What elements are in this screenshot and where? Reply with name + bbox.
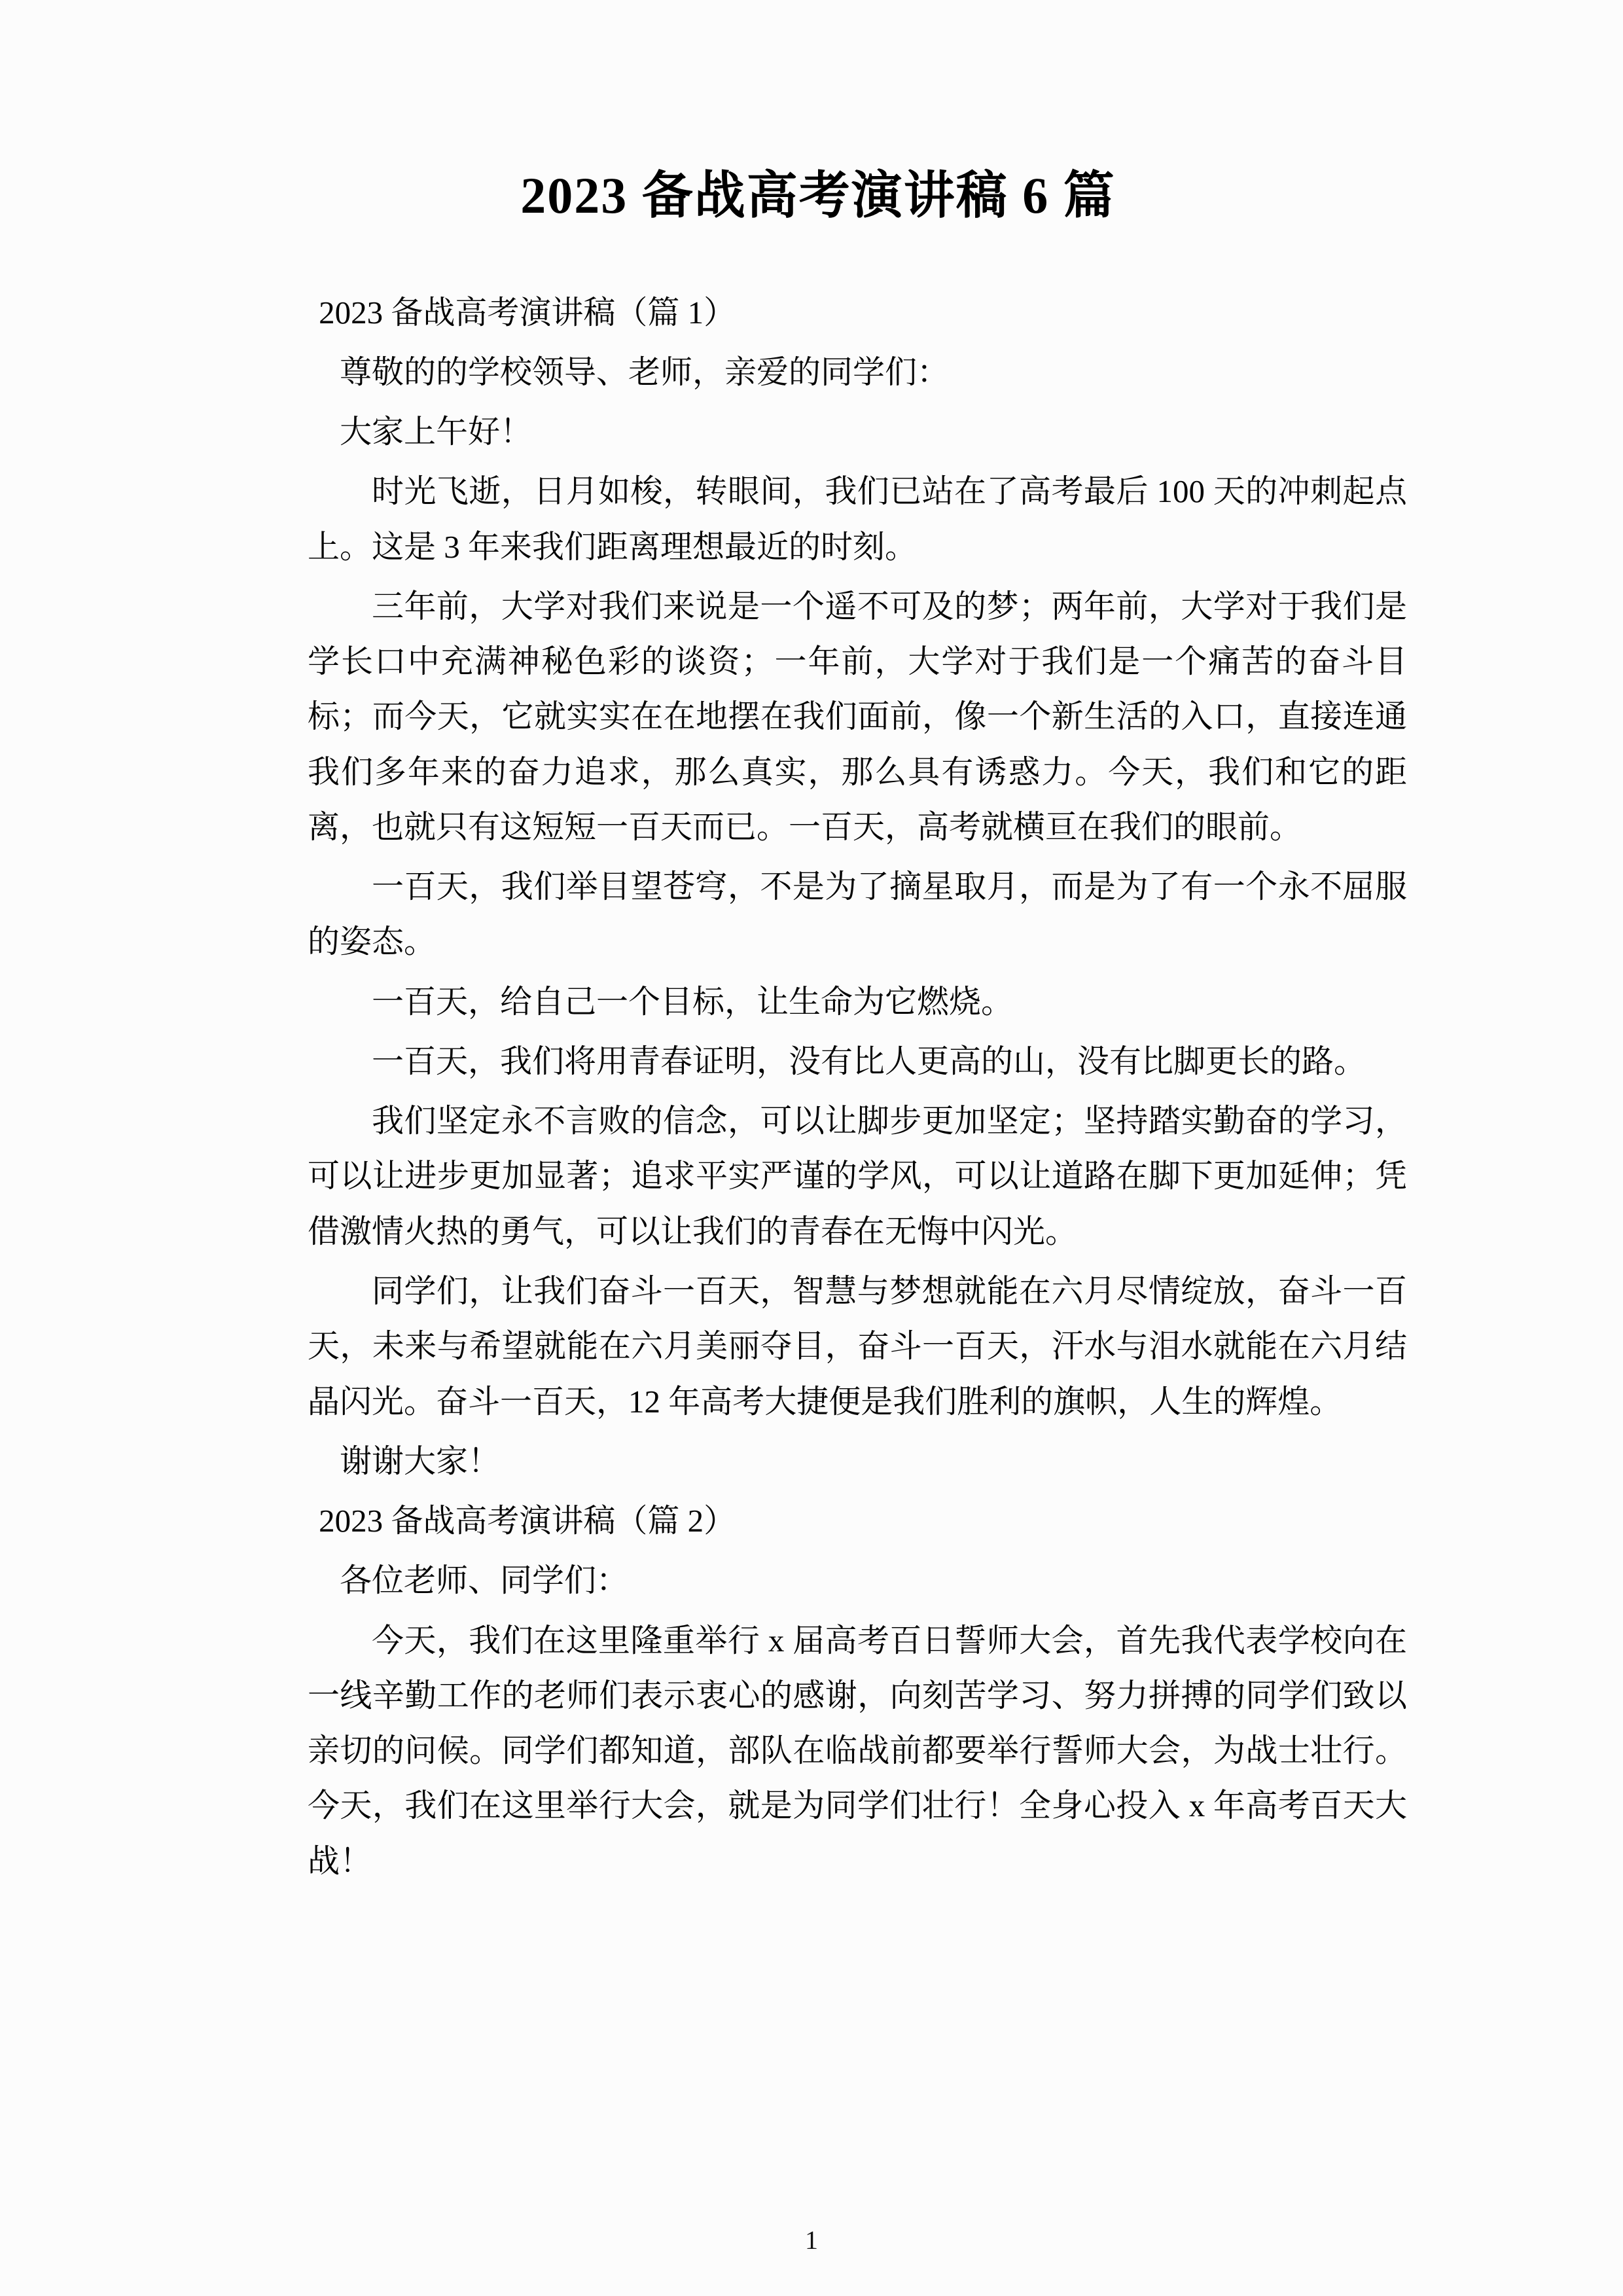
body-paragraph: 各位老师、同学们：	[340, 1562, 629, 1599]
body-paragraph: 谢谢大家！	[340, 1443, 501, 1479]
body-paragraph: 同学们，让我们奋斗一百天，智慧与梦想就能在六月尽情绽放，奋斗一百天，未来与希望就能在六月美丽夺目，奋斗一百天，汗水与泪水就能在六月结晶闪光。奋斗一百天，12 年高考大捷便是我们胜利的旗帜，人生的辉煌。	[308, 1273, 1407, 1420]
section-heading: 2023 备战高考演讲稿（篇 2）	[319, 1503, 736, 1539]
document-body	[308, 285, 1407, 1889]
section-heading: 2023 备战高考演讲稿（篇 1）	[319, 294, 736, 331]
body-paragraph: 一百天，给自己一个目标，让生命为它燃烧。	[372, 983, 1014, 1020]
body-paragraph: 时光飞逝，日月如梭，转眼间，我们已站在了高考最后 100 天的冲刺起点上。这是 3 年来我们距离理想最近的时刻。	[308, 473, 1407, 565]
body-paragraph: 我们坚定永不言败的信念，可以让脚步更加坚定；坚持踏实勤奋的学习，可以让进步更加显著；追求平实严谨的学风，可以让道路在脚下更加延伸；凭借激情火热的勇气，可以让我们的青春在无悔中闪光。	[308, 1103, 1407, 1249]
body-paragraph: 大家上午好！	[340, 414, 533, 450]
page-title: 2023 备战高考演讲稿 6 篇	[520, 167, 1116, 224]
body-paragraph: 一百天，我们举目望苍穹，不是为了摘星取月，而是为了有一个永不屈服的姿态。	[308, 869, 1407, 960]
body-paragraph: 三年前，大学对我们来说是一个遥不可及的梦；两年前，大学对于我们是学长口中充满神秘色彩的谈资；一年前，大学对于我们是一个痛苦的奋斗目标；而今天，它就实实在在地摆在我们面前，像一个新生活的入口，直接连通我们多年来的奋力追求，那么真实，那么具有诱惑力。今天，我们和它的距离，也就只有这短短一百天而已。一百天，高考就横亘在我们的眼前。	[308, 588, 1407, 845]
body-paragraph: 尊敬的的学校领导、老师，亲爱的同学们：	[340, 353, 950, 390]
body-paragraph: 今天，我们在这里隆重举行 x 届高考百日誓师大会，首先我代表学校向在一线辛勤工作的老师们表示衷心的感谢，向刻苦学习、努力拼搏的同学们致以亲切的问候。同学们都知道，部队在临战前都要举行誓师大会，为战士壮行。今天，我们在这里举行大会，就是为同学们壮行！全身心投入 x 年高考百天大战！	[308, 1622, 1407, 1879]
body-paragraph: 一百天，我们将用青春证明，没有比人更高的山，没有比脚更长的路。	[372, 1043, 1366, 1079]
page-number: 1	[805, 2225, 818, 2255]
